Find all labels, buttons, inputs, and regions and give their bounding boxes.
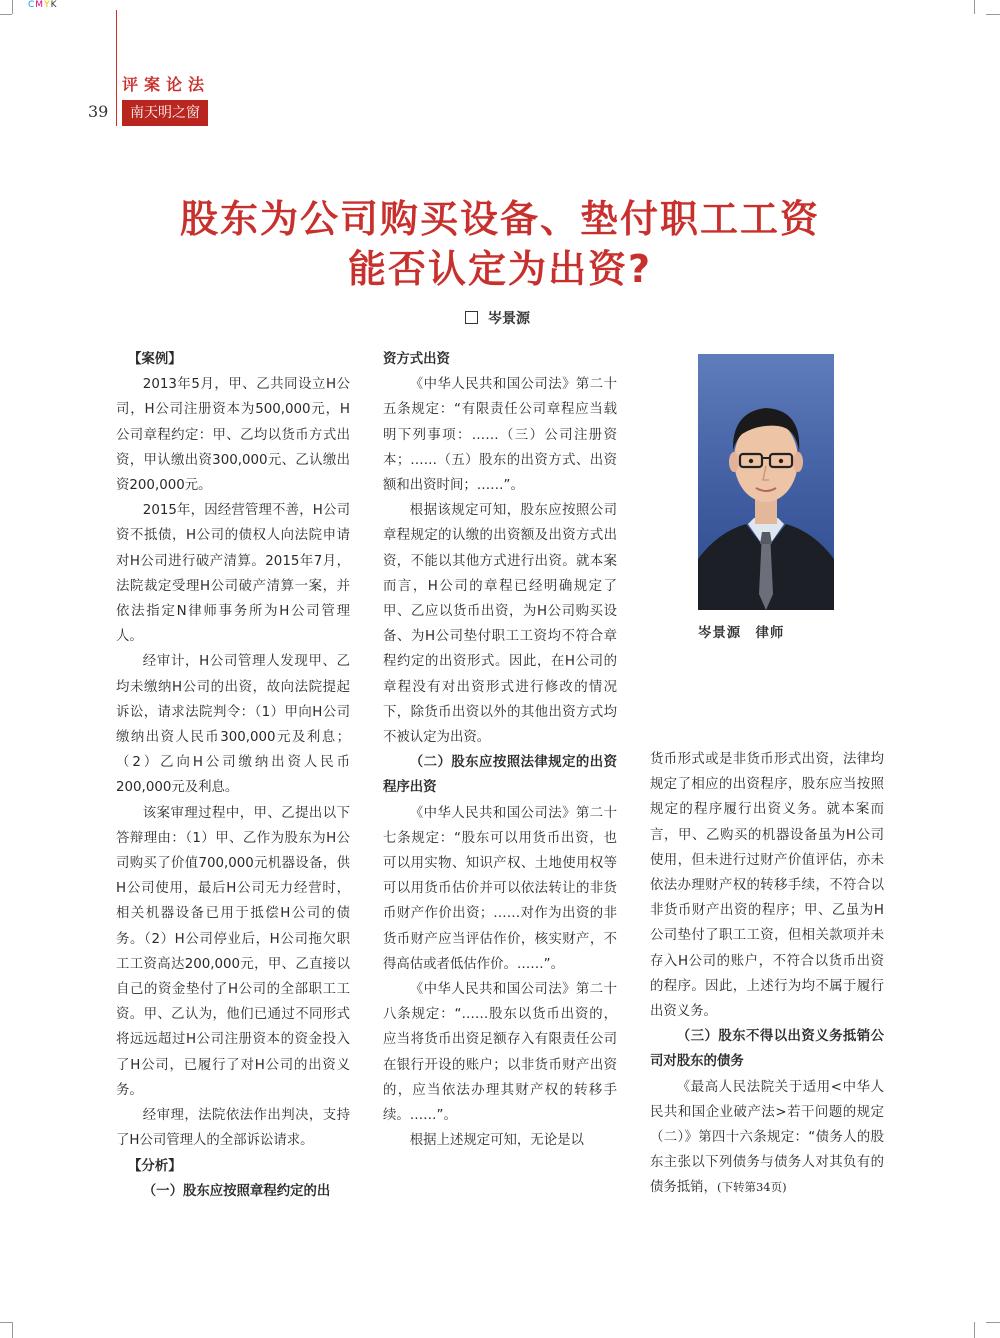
crop-mark-tl-v <box>12 0 13 14</box>
header-rule <box>116 10 117 126</box>
article-title-line2: 能否认定为出资? <box>347 247 653 291</box>
cmyk-mark: CMYK <box>28 0 58 10</box>
paragraph: 《中华人民共和国公司法》第二十七条规定：“股东可以用货币出资，也可以用实物、知识产权、土地使用权等可以用货币估价并可以依法转让的非货币财产作价出资；……对作为出资的非货币财产应当评估作价，核实财产，不得高估或者低估作价。……”。 <box>383 805 617 972</box>
crop-mark-tr-v <box>974 0 975 14</box>
paragraph: 经审理，法院依法作出判决，支持了H公司管理人的全部诉讼请求。 <box>116 1108 350 1149</box>
subheading: 资方式出资 <box>383 352 450 367</box>
text-column-3 <box>650 747 884 1201</box>
text-column-1 <box>116 347 350 1204</box>
author-photo <box>698 354 834 610</box>
paragraph: 2013年5月，甲、乙共同设立H公司，H公司注册资本为500,000元，H公司章程约定：甲、乙均以货币方式出资，甲认缴出资300,000元、乙认缴出资200,000元。 <box>116 377 350 494</box>
section-heading: 【分析】 <box>128 1158 182 1174</box>
crop-mark-br-v <box>974 1322 975 1338</box>
paragraph-text: 《最高人民法院关于适用<中华人民共和国企业破产法>若干问题的规定（二）》第四十六条规定：“债务人的股东主张以下列债务与债务人对其负有的债务抵销， <box>650 1079 884 1196</box>
paragraph: 根据该规定可知，股东应按照公司章程规定的认缴的出资额及出资方式出资，不能以其他方式进行出资。就本案而言，H公司的章程已经明确规定了甲、乙应以货币出资，为H公司购买设备、为H公司垫付职工工资均不符合章程约定的出资形式。因此，在H公司的章程没有对出资形式进行修改的情况下，除货币出资以外的其他出资方式均不被认定为出资。 <box>383 503 617 746</box>
byline-box-icon <box>465 311 478 324</box>
paragraph: 《中华人民共和国公司法》第二十五条规定：“有限责任公司章程应当载明下列事项：……（三）公司注册资本；……（五）股东的出资方式、出资额和出资时间；……”。 <box>383 377 617 494</box>
author-name: 岑景源 <box>488 311 530 327</box>
text-column-2 <box>383 347 617 1154</box>
subheading: （二）股东应按照法律规定的出资程序出资 <box>383 755 617 796</box>
crop-mark-tl-h <box>0 14 12 15</box>
portrait-illustration <box>698 354 834 610</box>
paragraph: 2015年，因经营管理不善，H公司资不抵债，H公司的债权人向法院申请对H公司进行破产清算。2015年7月，法院裁定受理H公司破产清算一案，并依法指定N律师事务所为H公司管理人。 <box>116 503 350 645</box>
author-byline <box>465 308 530 328</box>
paragraph: 该案审理过程中，甲、乙提出以下答辩理由：（1）甲、乙作为股东为H公司购买了价值700,000元机器设备，供H公司使用，最后H公司无力经营时，相关机器设备已用于抵偿H公司的债务。（2）H公司停业后，H公司拖欠职工工资高达200,000元，甲、乙直接以自己的资金垫付了H公司的全部职工工资。甲、乙认为，他们已通过不同形式将远远超过H公司注册资本的资金投入了H公司，已履行了对H公司的出资义务。 <box>116 805 350 1098</box>
page-number: 39 <box>88 102 109 121</box>
paragraph: 根据上述规定可知，无论是以 <box>409 1133 584 1149</box>
crop-mark-bl-h <box>0 1322 12 1323</box>
crop-mark-bl-v <box>12 1322 13 1338</box>
paragraph: 货币形式或是非货币形式出资，法律均规定了相应的出资程序，股东应当按照规定的程序履行出资义务。就本案而言，甲、乙购买的机器设备虽为H公司使用，但未进行过财产价值评估，亦未依法办理财产权的转移手续，不符合以非货币财产出资的程序；甲、乙虽为H公司垫付了职工工资，但相关款项并未存入H公司的账户，不符合以货币出资的程序。因此，上述行为均不属于履行出资义务。 <box>650 752 884 1020</box>
section-heading: 【案例】 <box>128 352 182 367</box>
section-title: 评案论法 <box>122 75 211 94</box>
paragraph <box>650 1075 884 1201</box>
crop-mark-br-h <box>986 1322 1000 1323</box>
continuation-note: (下转第34页) <box>716 1180 787 1195</box>
column-badge: 南天明之窗 <box>122 100 208 126</box>
crop-mark-tr-h <box>986 14 1000 15</box>
photo-caption: 岑景源 律师 <box>698 626 785 641</box>
article-title-line1: 股东为公司购买设备、垫付职工工资 <box>179 197 820 241</box>
subheading: （一）股东应按照章程约定的出 <box>142 1183 331 1199</box>
paragraph: 《中华人民共和国公司法》第二十八条规定：“……股东以货币出资的，应当将货币出资足额存入有限责任公司在银行开设的账户；以非货币财产出资的，应当依法办理其财产权的转移手续。……”。 <box>383 982 617 1124</box>
subheading: （三）股东不得以出资义务抵销公司对股东的债务 <box>650 1029 884 1070</box>
paragraph: 经审计，H公司管理人发现甲、乙均未缴纳H公司的出资，故向法院提起诉讼，请求法院判令：（1）甲向H公司缴纳出资人民币300,000元及利息；（2）乙向H公司缴纳出资人民币200,000元及利息。 <box>116 654 350 796</box>
